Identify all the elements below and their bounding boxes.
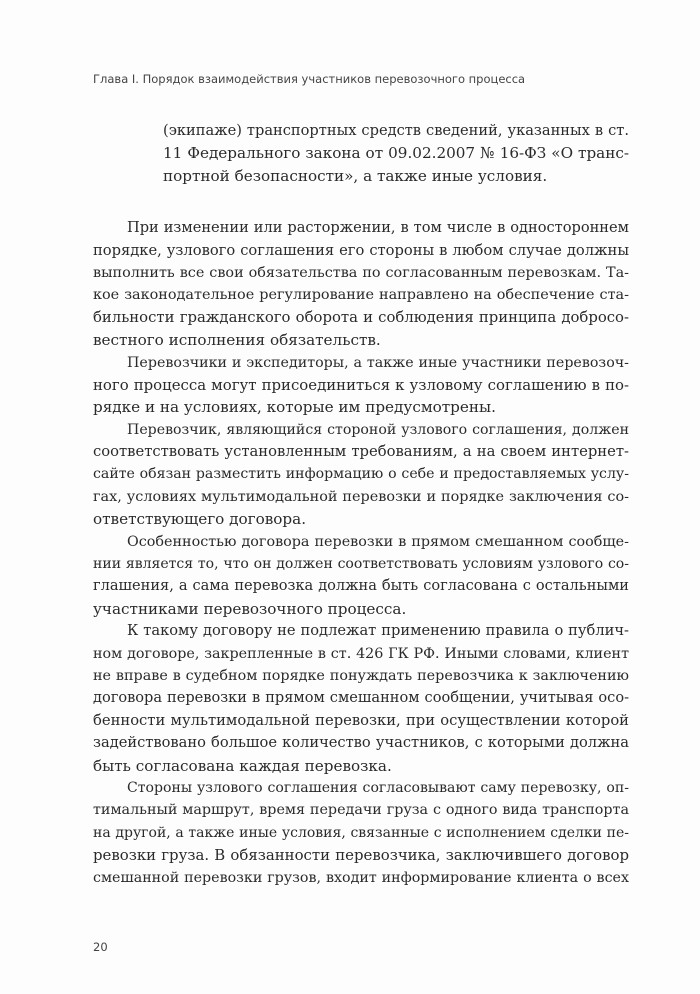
paragraph-gap	[93, 187, 629, 217]
paragraph	[93, 419, 629, 531]
page-number: 20	[93, 940, 108, 954]
page-body	[93, 120, 629, 889]
text-line: бенности мультимодальной перевозки, при осуществлении которой	[93, 711, 629, 729]
text-line: Перевозчики и экспедиторы, а также иные участники перевозоч-	[127, 354, 629, 371]
text-line: не вправе в судебном порядке понуждать перевозчика к заключению	[93, 667, 629, 684]
text-line: сайте обязан разместить информацию о себе и предоставляемых услу-	[93, 466, 629, 483]
text-line: глашения, а сама перевозка должна быть согласована с остальными	[93, 577, 629, 595]
text-line: тимальный маршрут, время передачи груза с одного вида транспорта	[93, 802, 629, 819]
text-line: соответствовать установленным требованиям, а на своем интернет-	[93, 443, 629, 461]
text-line: выполнить все свои обязательства по согласованным перевозкам. Та-	[93, 264, 629, 281]
text-line: участниками перевозочного процесса.	[93, 599, 407, 618]
quote-line: портной безопасности», а также иные условия.	[163, 166, 548, 185]
text-line: рядке и на условиях, которые им предусмотрены.	[93, 398, 496, 417]
text-line: ного процесса могут присоединиться к узловому соглашению в по-	[93, 375, 629, 394]
quote-line: (экипаже) транспортных средств сведений, указанных в ст.	[163, 122, 629, 139]
text-line: гах, условиях мультимодальной перевозки и порядке заключения со-	[93, 488, 629, 505]
text-line: К такому договору не подлежат применению правила о публич-	[127, 622, 629, 640]
text-line: смешанной перевозки грузов, входит информирование клиента о всех	[93, 869, 629, 886]
text-line: кое законодательное регулирование направлено на обеспечение ста-	[93, 287, 629, 304]
text-line: на другой, а также иные условия, связанные с исполнением сделки пе-	[93, 824, 629, 841]
text-line: ответствующего договора.	[93, 510, 307, 529]
text-line: Стороны узлового соглашения согласовывают саму перевозку, оп-	[127, 779, 629, 796]
paragraph	[93, 217, 629, 351]
paragraph	[93, 777, 629, 889]
text-line: быть согласована каждая перевозка.	[93, 756, 392, 775]
text-line: ном договоре, закрепленные в ст. 426 ГК РФ. Иными словами, клиент	[93, 645, 629, 662]
text-line: бильности гражданского оборота и соблюдения принципа добросо-	[93, 308, 629, 326]
text-line: вестного исполнения обязательств.	[93, 331, 381, 350]
text-line: договора перевозки в прямом смешанном сообщении, учитывая осо-	[93, 689, 629, 707]
text-line: При изменении или расторжении, в том числе в одностороннем	[127, 219, 629, 237]
text-line: задействовано большое количество участников, с которыми должна	[93, 734, 629, 752]
quote-line: 11 Федерального закона от 09.02.2007 № 16-ФЗ «О транс-	[163, 144, 629, 163]
text-line: порядке, узлового соглашения его стороны в любом случае должны	[93, 241, 629, 259]
paragraph	[93, 620, 629, 777]
text-line: Перевозчик, являющийся стороной узлового соглашения, должен	[127, 421, 629, 438]
text-line: нии является то, что он должен соответствовать условиям узлового со-	[93, 556, 629, 573]
text-line: Особенностью договора перевозки в прямом смешанном сообще-	[127, 533, 629, 550]
running-head: Глава I. Порядок взаимодействия участников перевозочного процесса	[93, 72, 526, 86]
paragraph	[93, 531, 629, 621]
text-line: ревозки груза. В обязанности перевозчика, заключившего договор	[93, 846, 629, 865]
quote-block	[93, 120, 629, 187]
paragraph	[93, 352, 629, 419]
